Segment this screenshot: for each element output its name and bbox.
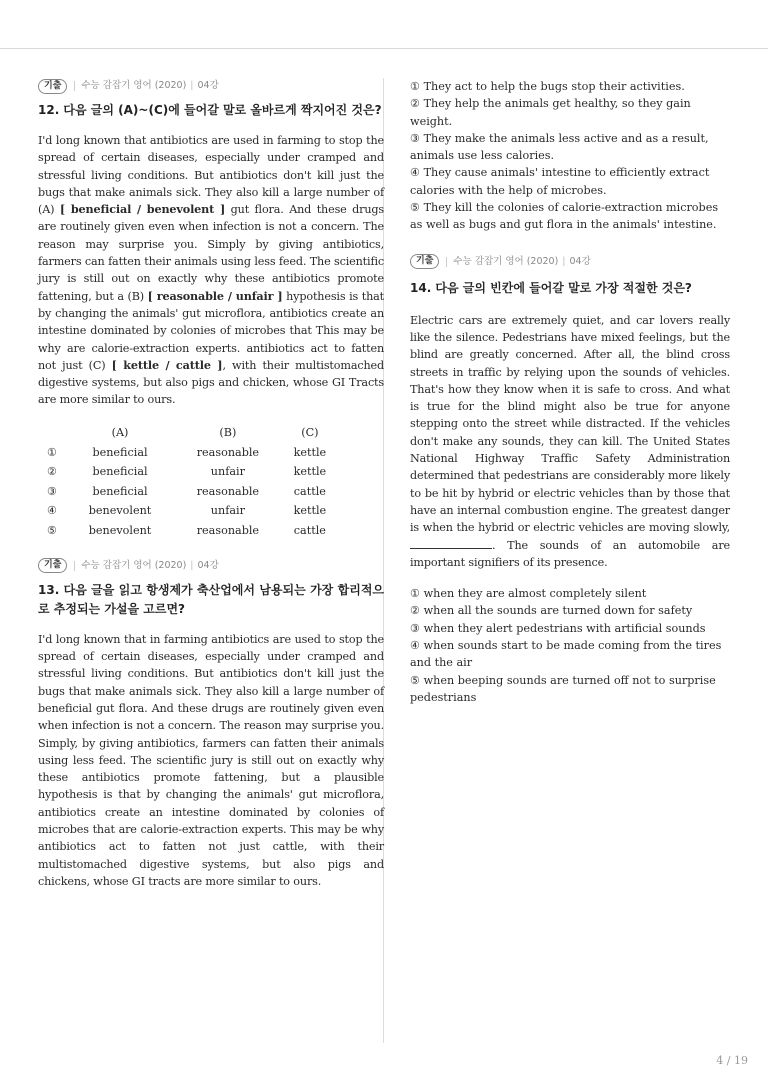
left-column: [38, 78, 384, 890]
answer-table-header: (A) (B) (C): [111, 426, 319, 439]
answer-row[interactable]: ⑤ benevolent reasonable cattle: [46, 523, 326, 537]
header-rule: [0, 48, 768, 49]
tag-badge: 기출: [410, 254, 439, 269]
option[interactable]: ⑤ They kill the colonies of calorie-extraction microbes as well as bugs and gut flora in the animals' intestine.: [410, 201, 719, 232]
source-line: 기출 수능 감잡기 영어 (2020) | 04강: [410, 254, 730, 270]
question-title: 14. 다음 글의 빈칸에 들어갈 말로 가장 적절한 것은?: [410, 280, 692, 295]
question-13: [38, 558, 384, 890]
answer-row[interactable]: ③ beneficial reasonable cattle: [46, 484, 326, 498]
question-title: 13. 다음 글을 읽고 항생제가 축산업에서 남용되는 가장 합리적으로 추정되는 가설을 고르면?: [38, 582, 384, 616]
source-title: 수능 감잡기 영어 (2020): [453, 255, 559, 267]
answer-blank: [410, 538, 492, 549]
page-number: 4 / 19: [716, 1054, 748, 1067]
question-13-options: [410, 78, 730, 234]
right-column: [410, 78, 730, 706]
option[interactable]: ④ when sounds start to be made coming from the tires and the air: [410, 639, 722, 670]
passage: I'd long known that in farming antibiotics are used to stop the spread of certain diseases, especially under cramped and stressful living conditions. But antibiotics don't kill just the bugs that make animals sick. They also kill a large number of beneficial gut flora. And these drugs are routinely given even when infection is not a concern. The reason may surprise you. Simply, by giving antibiotics, farmers can fatten their animals using less feed. The scientific jury is still out on exactly why these antibiotics promote fattening, but a plausible hypothesis is that by changing the animals' gut microflora, antibiotics create an intestine dominated by colonies of microbes that are calorie-extraction experts. This may be why antibiotics act to fatten not just cattle, with their multistomached digestive systems, but also pigs and chickens, whose GI tracts are more similar to ours.: [38, 632, 384, 888]
answer-row[interactable]: ② beneficial unfair kettle: [46, 465, 327, 478]
question-title: 12. 다음 글의 (A)~(C)에 들어갈 말로 올바르게 짝지어진 것은?: [38, 103, 382, 117]
source-title: 수능 감잡기 영어 (2020): [81, 80, 187, 91]
question-12: [38, 78, 384, 540]
passage: Electric cars are extremely quiet, and car lovers really like the silence. Pedestrians have mixed feelings, but the blind are greatly concerned. After all, the blind cross streets in traffic by relying upon the sounds of vehicles. That's how they know when it is safe to cross. And what is true for the blind might also be true for anyone stepping onto the street while distracted. If the vehicles don't make any sounds, they can kill. The United States National Highway Traffic Safety Administration determined that pedestrians are considerably more likely to be hit by hybrid or electric vehicles than by those that have an internal combustion engine. The greatest danger is when the hybrid or electric vehicles are moving slowly, . The sounds of an automobile are important signifiers of its presence.: [410, 313, 730, 569]
source-line: 기출 수능 감잡기 영어 (2020) | 04강: [38, 558, 384, 574]
blank-a-choices: [ beneficial / benevolent ]: [59, 202, 226, 217]
option[interactable]: ④ They cause animals' intestine to efficiently extract calories with the help of microbes.: [410, 166, 710, 197]
tag-badge: 기출: [38, 79, 67, 94]
source-lesson: 04강: [569, 255, 591, 267]
source-lesson: 04강: [197, 559, 219, 571]
option[interactable]: ⑤ when beeping sounds are turned off not to surprise pedestrians: [410, 673, 716, 704]
option[interactable]: ② when all the sounds are turned down for safety: [410, 604, 693, 618]
option[interactable]: ② They help the animals get healthy, so they gain weight.: [410, 97, 691, 128]
answer-row[interactable]: ④ benevolent unfair kettle: [46, 504, 327, 517]
question-14: [410, 254, 730, 707]
source-line: 기출 수능 감잡기 영어 (2020) | 04강: [38, 78, 384, 94]
option[interactable]: ① They act to help the bugs stop their activities.: [410, 80, 685, 93]
source-title: 수능 감잡기 영어 (2020): [81, 559, 187, 571]
blank-c-choices: [ kettle / cattle ]: [111, 357, 223, 372]
tag-badge: 기출: [38, 558, 67, 573]
question-14-options: [410, 585, 730, 706]
option[interactable]: ③ when they alert pedestrians with artificial sounds: [410, 621, 706, 635]
source-lesson: 04강: [197, 80, 219, 91]
option[interactable]: ③ They make the animals less active and as a result, animals use less calories.: [410, 131, 709, 163]
answer-table: [38, 423, 338, 540]
passage: I'd long known that antibiotics are used in farming to stop the spread of certain diseases, especially under cramped and stressful living conditions. But antibiotics don't kill just the bugs that make animals sick. They also kill a large number of (A) [ beneficial / benevolent ] gut flora. And these drugs are routinely given even when infection is not a concern. The reason may surprise you. Simply by giving antibiotics, farmers can fatten their animals using less feed. The scientific jury is still out on exactly why these antibiotics promote fattening, but a (B) [ reasonable / unfair ] hypothesis is that by changing the animals' gut microflora, antibiotics create an intestine dominated by colonies of microbes that This may be why are calorie-extraction experts. antibiotics act to fatten not just (C) [ kettle / cattle ], with their multistomached digestive systems, but also pigs and chicken, whose GI Tracts are more similar to ours.: [38, 134, 385, 407]
option[interactable]: ① when they are almost completely silent: [410, 587, 647, 601]
answer-row[interactable]: ① beneficial reasonable kettle: [46, 445, 327, 459]
blank-b-choices: [ reasonable / unfair ]: [147, 288, 283, 303]
